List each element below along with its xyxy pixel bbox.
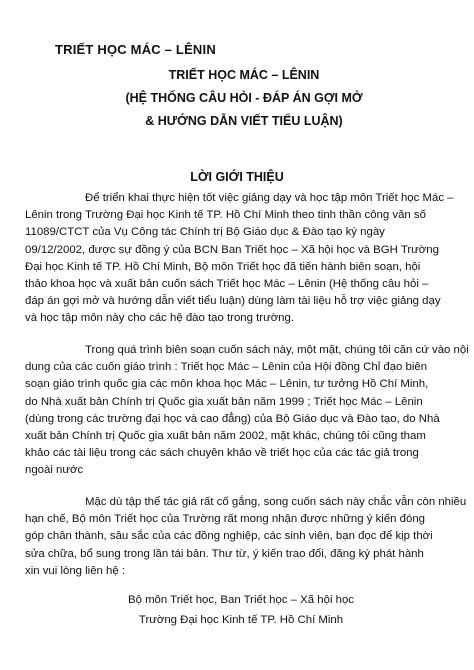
paragraph-line: góp chân thành, sâu sắc của các đồng nghiệp, các sinh viên, bạn đọc để kịp thời xyxy=(25,530,433,543)
paragraph-line: Lênin trong Trường Đại học Kinh tế TP. Hồ Chí Minh theo tinh thần công văn số xyxy=(25,209,426,222)
paragraph-line: Đại học Kinh tế TP. Hồ Chí Minh, Bộ môn Triết học đã tiến hành biên soạn, hội xyxy=(25,260,421,273)
paragraph-line: (dùng trong các trường đại học và cao đẳng) của Bộ Giáo dục và Đào tạo, do Nhà xyxy=(25,412,440,425)
paragraph-line: do Nhà xuất bản Chính trị Quốc gia xuất bản năm 1999 ; Triết học Mác – Lênin xyxy=(25,395,423,408)
paragraph-line: 11089/CTCT của Vụ Công tác Chính trị Bộ Giáo dục & Đào tạo ký ngày xyxy=(25,226,385,239)
paragraph-line: khảo các tài liệu trong các sách chuyên khảo về triết học của các tác giả trong xyxy=(25,447,419,460)
paragraph-line: xuất bản Chính trị Quốc gia xuất bản năm 2002, mặt khác, chúng tôi cũng tham xyxy=(25,430,426,443)
contact-department: Bộ môn Triết học, Ban Triết học – Xã hội học xyxy=(127,594,355,606)
paragraph-line: và học tập môn này cho các hệ đào tạo trong trường. xyxy=(25,312,295,325)
preface-paragraph-2 xyxy=(25,342,469,480)
contact-block xyxy=(55,590,427,630)
paragraph-line: hạn chế, Bộ môn Triết học của Trường rất mong nhận được những ý kiến đóng xyxy=(25,513,426,526)
preface-paragraph-1 xyxy=(25,190,454,328)
paragraph-line: Trong quá trình biên soạn cuốn sách này, một mặt, chúng tôi căn cứ vào nội xyxy=(85,344,469,356)
paragraph-line: ngoài nước xyxy=(25,464,84,477)
paragraph-line: đáp án gợi mở và hướng dẫn viết tiểu luận) dùng làm tài liệu hỗ trợ việc giảng dạy xyxy=(25,295,441,308)
contact-university: Trường Đại học Kinh tế TP. Hồ Chí Minh xyxy=(138,614,344,626)
preface-heading: LỜI GIỚI THIỆU xyxy=(190,170,284,184)
book-subtitle-line-1: (HỆ THỐNG CÂU HỎI - ĐÁP ÁN GỢI MỞ xyxy=(125,91,363,105)
paragraph-line: dung của các cuốn giáo trình : Triết học Mác – Lênin của Hội đồng Chỉ đạo biên xyxy=(25,361,428,374)
book-title-block xyxy=(7,64,474,133)
paragraph-line: thảo khoa học và xuất bản cuốn sách Triết học Mác – Lênin (Hệ thống câu hỏi – xyxy=(25,278,429,291)
book-subtitle-line-2: & HƯỚNG DẪN VIẾT TIỂU LUẬN) xyxy=(145,114,343,128)
paragraph-line: soạn giáo trình quốc gia các môn khoa học Mác – Lênin, tư tưởng Hồ Chí Minh, xyxy=(25,378,429,391)
paragraph-line: sửa chữa, bổ sung trong lần tái bản. Thư từ, ý kiến trao đổi, đăng ký phát hành xyxy=(25,547,424,560)
paragraph-line: Để triển khai thực hiện tốt việc giảng dạy và học tập môn Triết học Mác – xyxy=(85,192,454,204)
book-title: TRIẾT HỌC MÁC – LÊNIN xyxy=(168,68,320,82)
running-header-title: TRIẾT HỌC MÁC – LÊNIN xyxy=(55,42,216,57)
preface-paragraph-3 xyxy=(25,494,467,580)
paragraph-line: Mặc dù tập thể tác giả rất cố gắng, song cuốn sách này chắc vẫn còn nhiều xyxy=(85,496,467,508)
paragraph-line: 09/12/2002, được sự đồng ý của BCN Ban Triết học – Xã hội học và BGH Trường xyxy=(25,243,439,256)
paragraph-line: xin vui lòng liên hệ : xyxy=(25,564,126,577)
